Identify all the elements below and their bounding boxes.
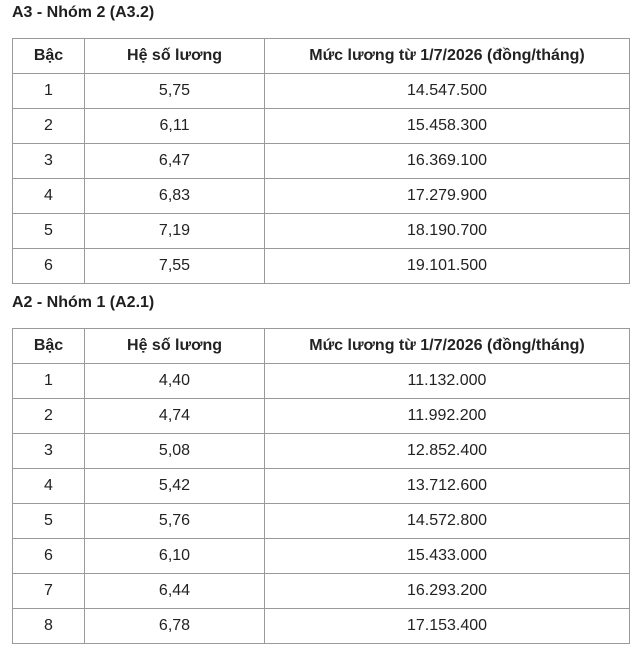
- cell-he-so: 5,75: [85, 74, 265, 109]
- table-row: [13, 109, 630, 144]
- table-row: [13, 214, 630, 249]
- cell-muc-luong: 16.293.200: [265, 574, 630, 609]
- table-row: [13, 399, 630, 434]
- table-row: [13, 249, 630, 284]
- cell-muc-luong: 15.433.000: [265, 539, 630, 574]
- table-row: [13, 74, 630, 109]
- cell-bac: 3: [13, 434, 85, 469]
- cell-muc-luong: 11.992.200: [265, 399, 630, 434]
- table-row: [13, 574, 630, 609]
- cell-bac: 8: [13, 609, 85, 644]
- cell-muc-luong: 16.369.100: [265, 144, 630, 179]
- cell-muc-luong: 19.101.500: [265, 249, 630, 284]
- cell-he-so: 7,19: [85, 214, 265, 249]
- cell-bac: 5: [13, 214, 85, 249]
- table-row: [13, 539, 630, 574]
- cell-he-so: 6,47: [85, 144, 265, 179]
- cell-muc-luong: 18.190.700: [265, 214, 630, 249]
- cell-he-so: 6,78: [85, 609, 265, 644]
- section-title: A3 - Nhóm 2 (A3.2): [12, 4, 155, 21]
- header-muc-luong: Mức lương từ 1/7/2026 (đồng/tháng): [265, 329, 630, 364]
- cell-he-so: 5,76: [85, 504, 265, 539]
- header-muc-luong: Mức lương từ 1/7/2026 (đồng/tháng): [265, 39, 630, 74]
- cell-muc-luong: 11.132.000: [265, 364, 630, 399]
- cell-bac: 2: [13, 399, 85, 434]
- cell-he-so: 6,10: [85, 539, 265, 574]
- table-row: [13, 609, 630, 644]
- table-row: [13, 179, 630, 214]
- salary-table: [12, 38, 630, 284]
- cell-bac: 1: [13, 74, 85, 109]
- table-row: [13, 434, 630, 469]
- header-bac: Bậc: [13, 329, 85, 364]
- cell-bac: 4: [13, 469, 85, 504]
- cell-he-so: 6,11: [85, 109, 265, 144]
- cell-he-so: 4,40: [85, 364, 265, 399]
- header-he-so-luong: Hệ số lương: [85, 329, 265, 364]
- cell-bac: 6: [13, 539, 85, 574]
- header-bac: Bậc: [13, 39, 85, 74]
- header-he-so-luong: Hệ số lương: [85, 39, 265, 74]
- cell-bac: 6: [13, 249, 85, 284]
- cell-muc-luong: 14.572.800: [265, 504, 630, 539]
- cell-muc-luong: 15.458.300: [265, 109, 630, 144]
- cell-muc-luong: 17.153.400: [265, 609, 630, 644]
- cell-muc-luong: 12.852.400: [265, 434, 630, 469]
- cell-bac: 2: [13, 109, 85, 144]
- cell-he-so: 4,74: [85, 399, 265, 434]
- cell-muc-luong: 13.712.600: [265, 469, 630, 504]
- cell-bac: 5: [13, 504, 85, 539]
- cell-he-so: 5,42: [85, 469, 265, 504]
- cell-muc-luong: 17.279.900: [265, 179, 630, 214]
- section-title: A2 - Nhóm 1 (A2.1): [12, 294, 155, 311]
- cell-he-so: 6,83: [85, 179, 265, 214]
- table-row: [13, 144, 630, 179]
- table-row: [13, 504, 630, 539]
- table-header-row: [13, 39, 630, 74]
- table-header-row: [13, 329, 630, 364]
- cell-bac: 7: [13, 574, 85, 609]
- table-row: [13, 469, 630, 504]
- salary-table: [12, 328, 630, 644]
- cell-he-so: 6,44: [85, 574, 265, 609]
- cell-he-so: 7,55: [85, 249, 265, 284]
- cell-he-so: 5,08: [85, 434, 265, 469]
- cell-bac: 4: [13, 179, 85, 214]
- table-row: [13, 364, 630, 399]
- cell-bac: 3: [13, 144, 85, 179]
- cell-bac: 1: [13, 364, 85, 399]
- cell-muc-luong: 14.547.500: [265, 74, 630, 109]
